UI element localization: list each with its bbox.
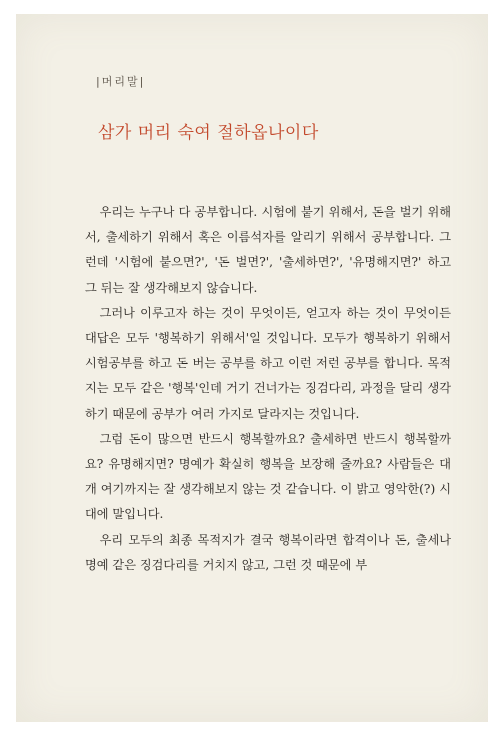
chapter-title: 삼가 머리 숙여 절하옵나이다 bbox=[98, 123, 319, 143]
paragraph: 우리 모두의 최종 목적지가 결국 행복이라면 합격이나 돈, 출세나 명예 같은 징검다리를 거치지 않고, 그런 것 때문에 부 bbox=[85, 532, 451, 572]
body-text bbox=[85, 200, 451, 578]
book-page bbox=[16, 14, 488, 722]
paragraph: 그럼 돈이 많으면 반드시 행복할까요? 출세하면 반드시 행복할까요? 유명해지면? 명예가 확실히 행복을 보장해 줄까요? 사람들은 대개 여기까지는 잘 생각해보지 않는 것 같습니다. 이 밝고 영악한(?) 시대에 말입니다. bbox=[85, 431, 451, 522]
paragraph: 우리는 누구나 다 공부합니다. 시험에 붙기 위해서, 돈을 벌기 위해서, 출세하기 위해서 혹은 이름석자를 알리기 위해서 공부합니다. 그런데 '시험에 붙으면?', '돈 벌면?', '출세하면?', '유명해지면?' 하고 그 뒤는 잘 생각해보지 않습니다. bbox=[85, 205, 451, 295]
section-label: |머리말| bbox=[96, 75, 146, 88]
paragraph: 그러나 이루고자 하는 것이 무엇이든, 얻고자 하는 것이 무엇이든 대답은 모두 '행복하기 위해서'일 것입니다. 모두가 행복하기 위해서 시험공부를 하고 돈 버는 공부를 하고 이런 저런 공부를 합니다. 목적지는 모두 같은 '행복'인데 거기 건너가는 징검다리, 과정을 달리 생각하기 때문에 공부가 여러 가지로 달라지는 것입니다. bbox=[85, 305, 451, 421]
